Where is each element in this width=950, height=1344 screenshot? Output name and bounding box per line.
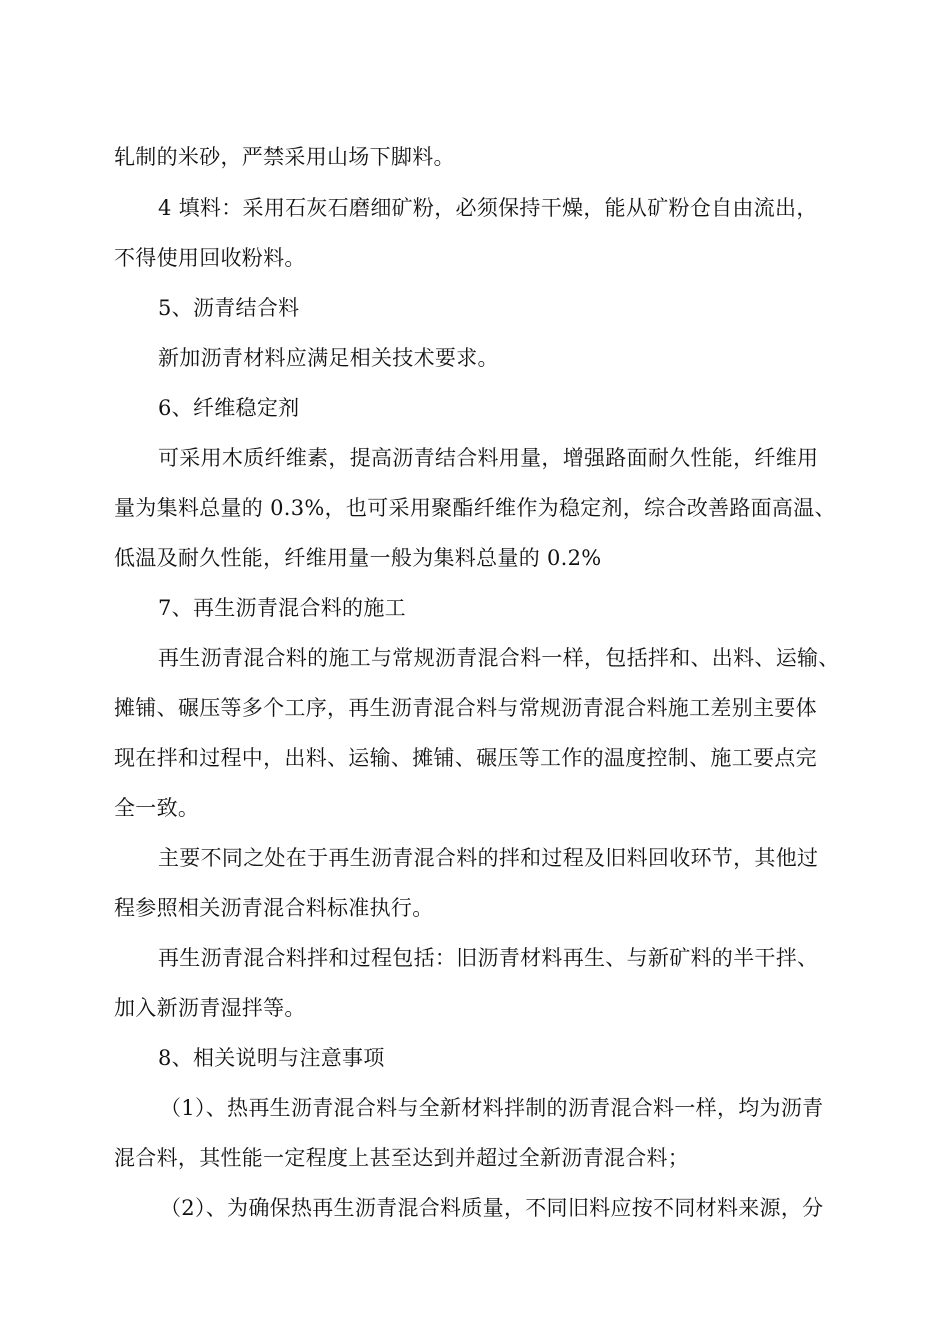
text-line-2: 4 填料：采用石灰石磨细矿粉，必须保持干燥，能从矿粉仓自由流出， bbox=[158, 196, 818, 220]
section-heading-6: 6、纤维稳定剂 bbox=[158, 396, 300, 420]
text-line-22: （2）、为确保热再生沥青混合料质量，不同旧料应按不同材料来源，分 bbox=[160, 1196, 824, 1220]
text-line-13: 现在拌和过程中，出料、运输、摊铺、碾压等工作的温度控制、施工要点完 bbox=[114, 746, 817, 770]
section-heading-7: 7、再生沥青混合料的施工 bbox=[158, 596, 406, 620]
text-line-9: 低温及耐久性能，纤维用量一般为集料总量的 0.2% bbox=[114, 546, 602, 570]
text-line-14: 全一致。 bbox=[114, 796, 200, 820]
section-heading-5: 5、沥青结合料 bbox=[158, 296, 300, 320]
text-line-20: （1）、热再生沥青混合料与全新材料拌制的沥青混合料一样，均为沥青 bbox=[160, 1096, 824, 1120]
text-line-15: 主要不同之处在于再生沥青混合料的拌和过程及旧料回收环节，其他过 bbox=[158, 846, 819, 870]
section-heading-8: 8、相关说明与注意事项 bbox=[158, 1046, 385, 1070]
text-line-11: 再生沥青混合料的施工与常规沥青混合料一样，包括拌和、出料、运输、 bbox=[158, 646, 840, 670]
text-line-8: 量为集料总量的 0.3%，也可采用聚酯纤维作为稳定剂，综合改善路面高温、 bbox=[114, 496, 836, 520]
text-line-12: 摊铺、碾压等多个工序，再生沥青混合料与常规沥青混合料施工差别主要体 bbox=[114, 696, 817, 720]
text-line-3: 不得使用回收粉料。 bbox=[114, 246, 306, 270]
text-line-18: 加入新沥青湿拌等。 bbox=[114, 996, 306, 1020]
text-line-5: 新加沥青材料应满足相关技术要求。 bbox=[158, 346, 499, 370]
text-line-16: 程参照相关沥青混合料标准执行。 bbox=[114, 896, 434, 920]
text-line-1: 轧制的米砂，严禁采用山场下脚料。 bbox=[114, 145, 455, 169]
text-line-21: 混合料，其性能一定程度上甚至达到并超过全新沥青混合料； bbox=[114, 1146, 690, 1170]
text-line-17: 再生沥青混合料拌和过程包括：旧沥青材料再生、与新矿料的半干拌、 bbox=[158, 946, 819, 970]
text-line-7: 可采用木质纤维素，提高沥青结合料用量，增强路面耐久性能，纤维用 bbox=[158, 446, 819, 470]
